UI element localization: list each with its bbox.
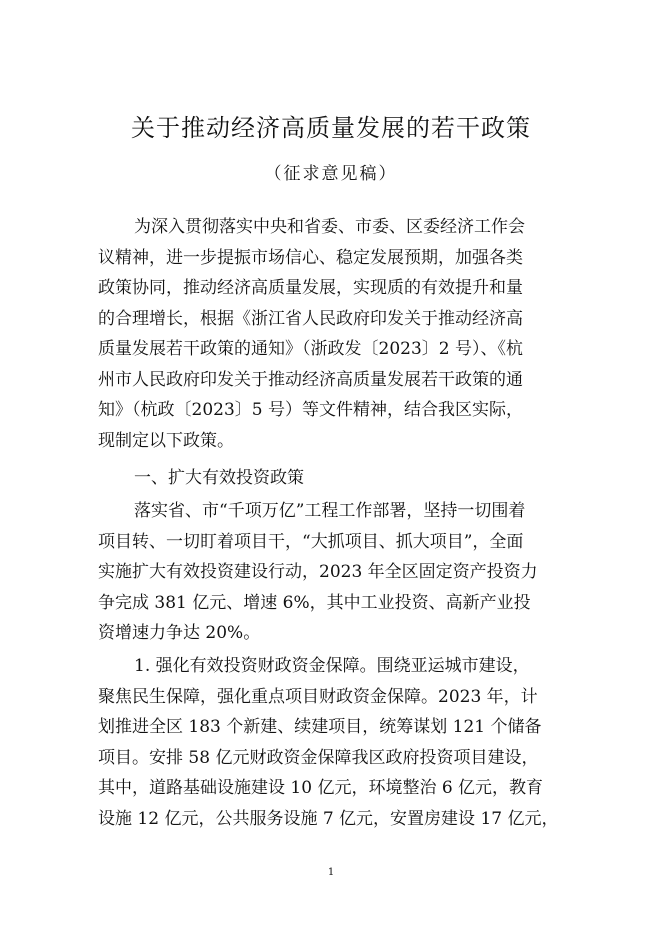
intro-line: 现制定以下政策。 [98, 430, 234, 451]
section1-line: 落实省、市“千项万亿”工程工作部署，坚持一切围着 [134, 501, 526, 521]
page-number: 1 [327, 867, 335, 878]
section1-line: 资增速力争达 20%。 [98, 623, 261, 643]
item1-line: 聚焦民生保障，强化重点项目财政资金保障。2023 年，计 [98, 686, 538, 707]
document-title: 关于推动经济高质量发展的若干政策 [131, 114, 531, 142]
section1-line: 实施扩大有效投资建设行动，2023 年全区固定资产投资力 [98, 562, 538, 582]
intro-line: 政策协同，推动经济高质量发展，实现质的有效提升和量 [98, 278, 523, 298]
intro-paragraph [98, 212, 566, 456]
item1-paragraph [98, 651, 566, 834]
item1-line: 设施 12 亿元，公共服务设施 7 亿元，安置房建设 17 亿元， [98, 808, 559, 829]
section1-line: 争完成 381 亿元、增速 6%，其中工业投资、高新产业投 [98, 592, 531, 613]
item1-line: 其中，道路基础设施建设 10 亿元，环境整治 6 亿元，教育 [98, 778, 544, 798]
intro-line: 的合理增长，根据《浙江省人民政府印发关于推动经济高 [98, 308, 523, 329]
section1-paragraph [98, 496, 566, 649]
item1-line: 项目。安排 58 亿元财政资金保障我区政府投资项目建设， [98, 747, 539, 768]
intro-line: 为深入贯彻落实中央和省委、市委、区委经济工作会 [134, 217, 525, 237]
intro-line: 州市人民政府印发关于推动经济高质量发展若干政策的通 [98, 369, 523, 390]
document-subtitle: （征求意见稿） [264, 164, 398, 184]
section-heading: 一、扩大有效投资政策 [134, 468, 304, 488]
intro-line: 议精神，进一步提振市场信心、稳定发展预期，加强各类 [98, 247, 523, 268]
item1-line: 1. 强化有效投资财政资金保障。围绕亚运城市建设， [134, 656, 530, 676]
intro-line: 知》（杭政〔2023〕5 号）等文件精神，结合我区实际， [98, 400, 523, 420]
intro-line: 质量发展若干政策的通知》（浙政发〔2023〕2 号）、《杭 [98, 339, 523, 359]
item1-line: 划推进全区 183 个新建、续建项目，统筹谋划 121 个储备 [98, 717, 542, 737]
section1-line: 项目转、一切盯着项目干，“大抓项目、抓大项目”，全面 [98, 531, 524, 552]
